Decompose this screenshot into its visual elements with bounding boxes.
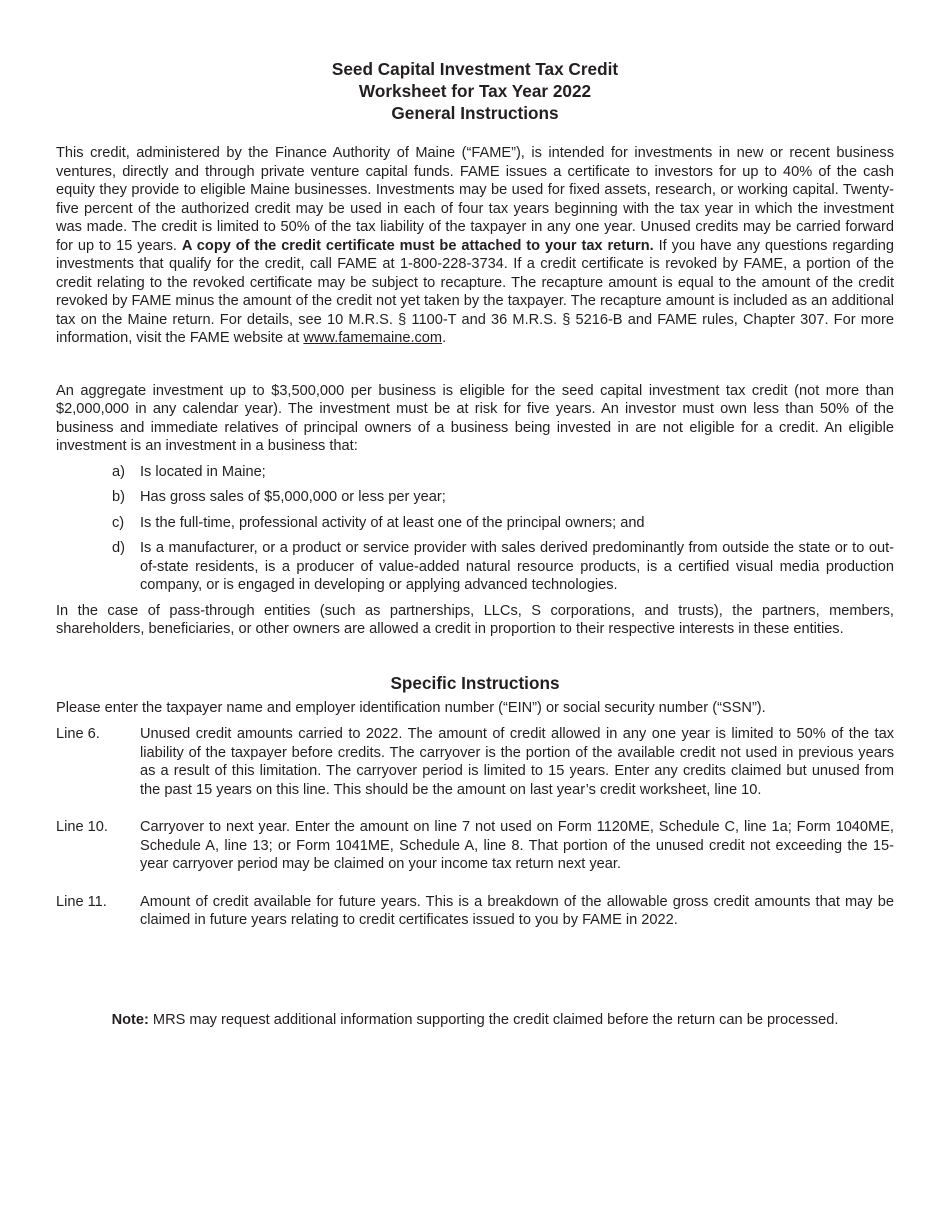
fame-website-link[interactable]: www.famemaine.com: [303, 330, 443, 346]
note-label: Note:: [111, 1011, 149, 1028]
list-marker: a): [112, 463, 125, 480]
eligibility-criteria-list: [56, 463, 894, 595]
note: [56, 1011, 894, 1030]
line-label: Line 10.: [56, 819, 108, 835]
pass-through-paragraph: In the case of pass-through entities (such as partnerships, LLCs, S corporations, and trusts), the partners, members, shareholders, beneficiaries, or other owners are allowed a credit in proportion to their respective interests in these entities.: [56, 602, 894, 637]
intro-text-1: This credit, administered by the Finance Authority of Maine (“FAME”), is intended for investments in new or recent business ventures, directly and through private venture capital funds. FAME issues a certificate to investors for up to 40% of the cash equity they provide to eligible Maine businesses. Investments may be used for fixed assets, research, or working capital. Twenty-five percent of the authorized credit may be used in each of four tax years beginning with the tax year in which the investment was made. The credit is limited to 50% of the tax liability of the taxpayer in any one year. Unused credits may be carried forward for up to 15 years.: [56, 145, 894, 254]
title-line-2: Worksheet for Tax Year 2022: [358, 81, 592, 101]
list-item: [56, 514, 894, 533]
list-marker: b): [112, 489, 125, 505]
title-line-1: Seed Capital Investment Tax Credit: [331, 59, 619, 79]
intro-text-end: .: [442, 330, 447, 346]
line-text: Carryover to next year. Enter the amount on line 7 not used on Form 1120ME, Schedule C, line 1a; Form 1040ME, Schedule A, line 13; or Form 1041ME, Schedule A, line 8. That portion of the unused credit not exceeding the 15-year carryover period may be claimed on your income tax return next year.: [140, 819, 894, 872]
list-item: [56, 463, 894, 482]
line-text: Amount of credit available for future years. This is a breakdown of the allowable gross credit amounts that may be claimed in future years relating to credit certificates issued to you by FAME in 2022.: [140, 893, 894, 928]
list-item-text: Is a manufacturer, or a product or service provider with sales derived predominantly from outside the state or to out-of-state residents, is a producer of value-added natural resource products, is a certified visual media production company, or is engaged in developing or applying advanced technologies.: [140, 540, 894, 593]
intro-text-2: If you have any questions regarding investments that qualify for the credit, call FAME at 1-800-228-3734. If a credit certificate is revoked by FAME, a portion of the credit relating to the revoked certificate may be subject to recapture. The recapture amount is equal to the amount of the credit revoked by FAME minus the amount of the credit not yet taken by the taxpayer. The recapture amount is included as an additional tax on the Maine return. For details, see 10 M.R.S. § 1100-T and 36 M.R.S. § 5216-B and FAME rules, Chapter 307. For more information, visit the FAME website at: [56, 237, 894, 346]
list-item: [56, 488, 894, 507]
intro-paragraph: [56, 144, 894, 348]
list-item-text: Is the full-time, professional activity of at least one of the principal owners; and: [140, 514, 645, 531]
list-item-text: Has gross sales of $5,000,000 or less per year;: [140, 489, 446, 505]
list-marker: c): [112, 514, 125, 531]
line-label: Line 6.: [56, 726, 100, 742]
note-text: MRS may request additional information supporting the credit claimed before the return can be processed.: [148, 1011, 839, 1028]
line-label: Line 11.: [56, 893, 107, 910]
list-item-text: Is located in Maine;: [140, 463, 266, 480]
line-instruction-6: [56, 725, 894, 799]
line-instruction-11: [56, 893, 894, 930]
list-marker: d): [112, 540, 125, 556]
aggregate-paragraph: An aggregate investment up to $3,500,000 per business is eligible for the seed capital investment tax credit (not more than $2,000,000 in any calendar year). The investment must be at risk for five years. An investor must own less than 50% of the business and immediate relatives of principal owners of a business being invested in are not eligible for a credit. An eligible investment is an investment in a business that:: [56, 382, 894, 454]
section-title-general: General Instructions: [391, 103, 559, 123]
section-title-specific: Specific Instructions: [390, 672, 560, 693]
line-instruction-10: [56, 818, 894, 874]
document-title: [56, 58, 894, 124]
specific-intro: Please enter the taxpayer name and employer identification number (“EIN”) or social security number (“SSN”).: [56, 699, 766, 716]
list-item: [56, 539, 894, 595]
intro-bold-requirement: A copy of the credit certificate must be attached to your tax return.: [181, 237, 654, 254]
line-text: Unused credit amounts carried to 2022. The amount of credit allowed in any one year is limited to 50% of the tax liability of the taxpayer before credits. The carryover is the portion of the available credit not used in previous years as a result of this limitation. The carryover period is limited to 15 years. Enter any credits claimed but unused from the past 15 years on this line. This should be the amount on last year’s credit worksheet, line 10.: [140, 726, 894, 798]
